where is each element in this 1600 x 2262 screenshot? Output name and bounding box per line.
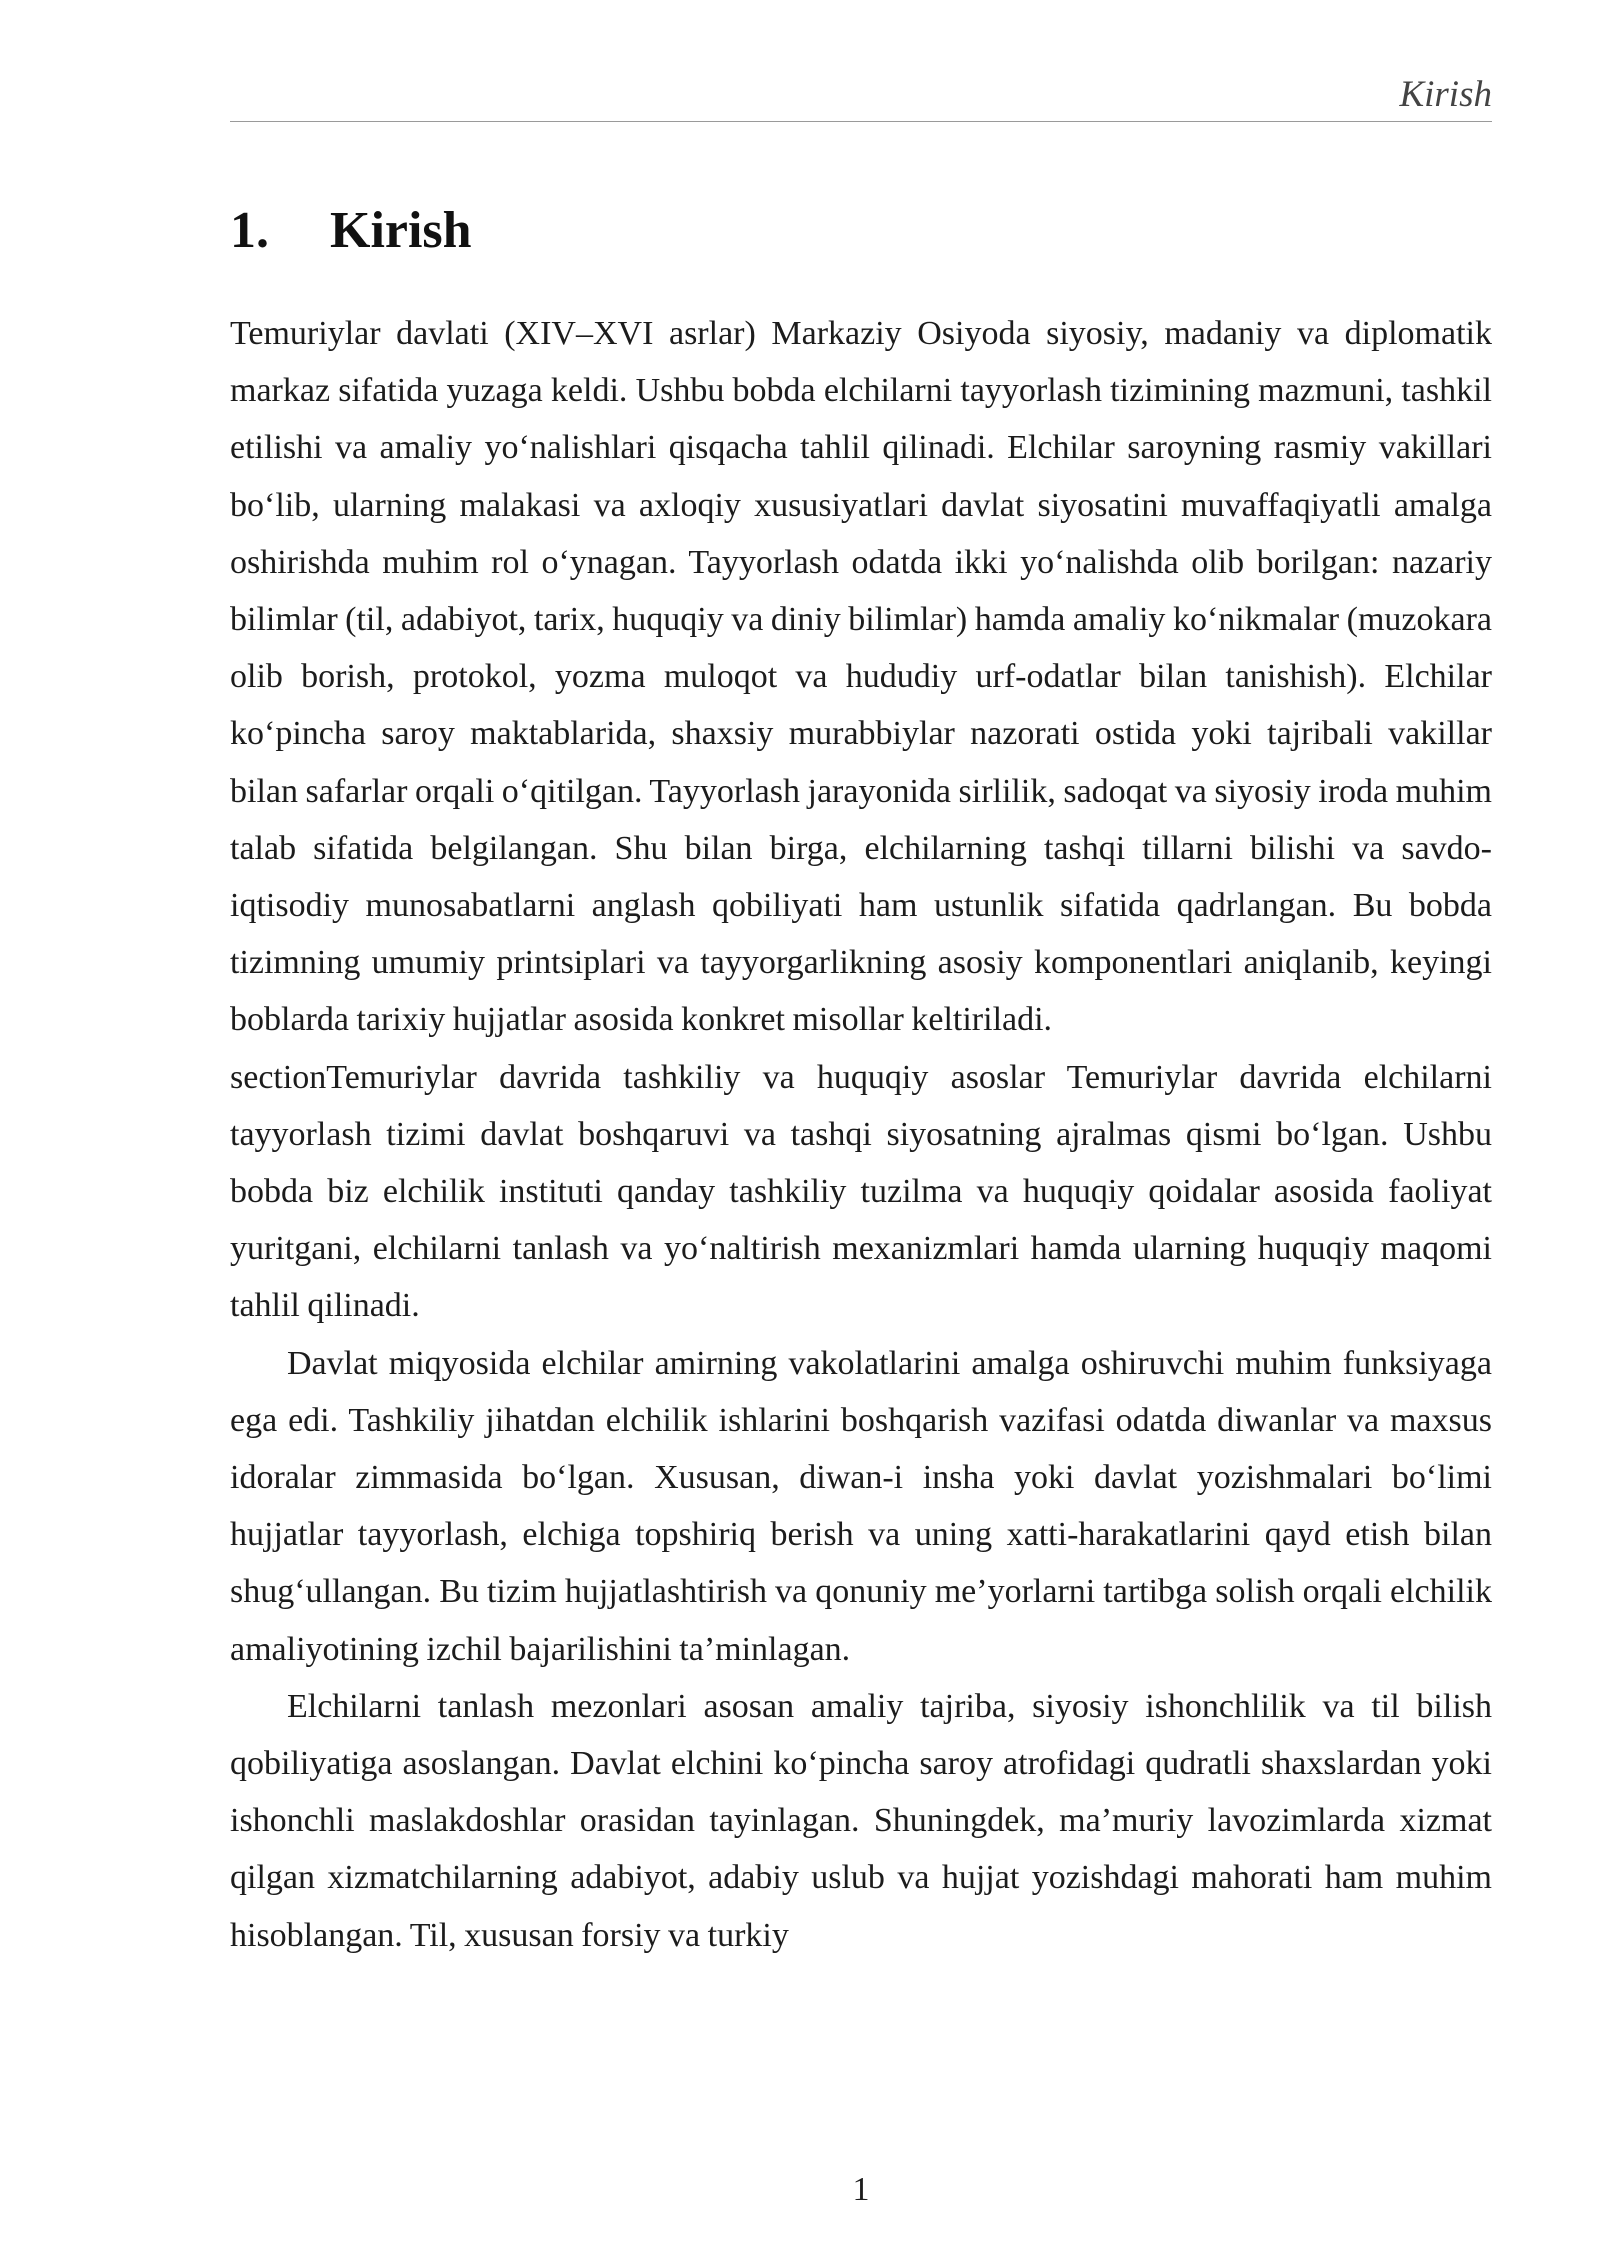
chapter-title: Kirish (330, 202, 472, 259)
header-rule (230, 121, 1492, 122)
body-text (230, 305, 1492, 1964)
paragraph-section-intro: sectionTemuriylar davrida tashkiliy va huquqiy asoslar Temuriylar davrida elchilarni tayyorlash tizimi davlat boshqaruvi va tashqi siyosatning ajralmas qismi bo‘lgan. Ushbu bobda biz elchilik instituti qanday tashkiliy tuzilma va huquqiy qoidalar asosida faoliyat yuritgani, elchilarni tanlash va yo‘naltirish mexanizmlari hamda ularning huquqiy maqomi tahlil qilinadi. (230, 1058, 1492, 1325)
chapter-number: 1. (230, 202, 269, 259)
page-number: 1 (852, 2171, 870, 2208)
chapter-heading (230, 196, 472, 266)
paragraph-organization: Davlat miqyosida elchilar amirning vakolatlarini amalga oshiruvchi muhim funksiyaga ega edi. Tashkiliy jihatdan elchilik ishlarini boshqarish vazifasi odatda diwanlar va maxsus idoralar zimmasida bo‘lgan. Xususan, diwan-i insha yoki davlat yozishmalari bo‘limi hujjatlar tayyorlash, elchiga topshiriq berish va uning xatti-harakatlarini qayd etish bilan shug‘ullangan. Bu tizim hujjatlashtirish va qonuniy me’yorlarni tartibga solish orqali elchilik amaliyotining izchil bajarilishini ta’minlagan. (230, 1344, 1492, 1668)
paragraph-selection: Elchilarni tanlash mezonlari asosan amaliy tajriba, siyosiy ishonchlilik va til bilish qobiliyatiga asoslangan. Davlat elchini ko‘pincha saroy atrofidagi qudratli shaxslardan yoki ishonchli maslakdoshlar orasidan tayinlagan. Shuningdek, ma’muriy lavozimlarda xizmat qilgan xizmatchilarning adabiyot, adabiy uslub va hujjat yozishdagi mahorati ham muhim hisoblangan. Til, xususan forsiy va turkiy (230, 1687, 1492, 1954)
running-header: Kirish (1399, 74, 1492, 115)
paragraph-intro: Temuriylar davlati (XIV–XVI asrlar) Markaziy Osiyoda siyosiy, madaniy va diplomatik markaz sifatida yuzaga keldi. Ushbu bobda elchilarni tayyorlash tizimining mazmuni, tashkil etilishi va amaliy yo‘nalishlari qisqacha tahlil qilinadi. Elchilar saroyning rasmiy vakillari bo‘lib, ularning malakasi va axloqiy xususiyatlari davlat siyosatini muvaffaqiyatli amalga oshirishda muhim rol o‘ynagan. Tayyorlash odatda ikki yo‘nalishda olib borilgan: nazariy bilimlar (til, adabiyot, tarix, huquqiy va diniy bilimlar) hamda amaliy ko‘nikmalar (muzokara olib borish, protokol, yozma muloqot va hududiy urf-odatlar bilan tanishish). Elchilar ko‘pincha saroy maktablarida, shaxsiy murabbiylar nazorati ostida yoki tajribali vakillar bilan safarlar orqali o‘qitilgan. Tayyorlash jarayonida sirlilik, sadoqat va siyosiy iroda muhim talab sifatida belgilangan. Shu bilan birga, elchilarning tashqi tillarni bilishi va savdo-iqtisodiy munosabatlarni anglash qobiliyati ham ustunlik sifatida qadrlangan. Bu bobda tizimning umumiy printsiplari va tayyorgarlikning asosiy komponentlari aniqlanib, keyingi boblarda tarixiy hujjatlar asosida konkret misollar keltiriladi. (230, 315, 1492, 1039)
